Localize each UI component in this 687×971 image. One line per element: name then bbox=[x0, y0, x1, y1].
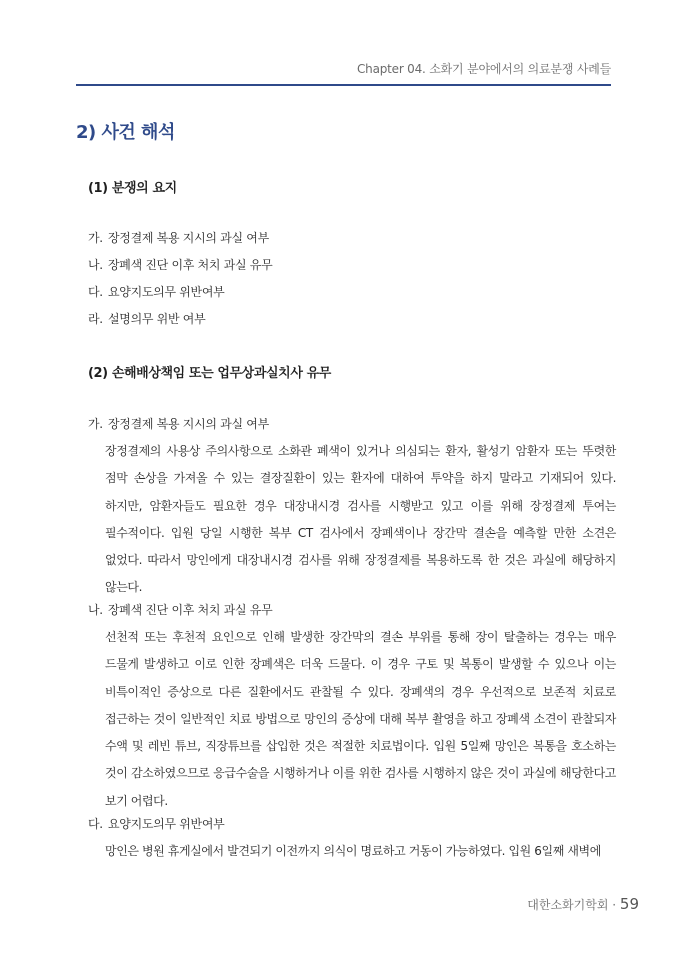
analysis-heading-text: 요양지도의무 위반여부 bbox=[108, 817, 225, 831]
list-item bbox=[88, 252, 628, 279]
list-item-text: 설명의무 위반 여부 bbox=[108, 312, 206, 326]
analysis-block-care-guidance bbox=[88, 811, 616, 865]
dispute-summary-list bbox=[88, 225, 628, 333]
analysis-paragraph: 장정결제의 사용상 주의사항으로 소화관 폐색이 있거나 의심되는 환자, 활성기 암환자 또는 뚜렷한 점막 손상을 가져올 수 있는 결장질환이 있는 환자에 대하여 투약을 하지 말라고 기재되어 있다. 하지만, 암환자들도 필요한 경우 대장내시경 검사를 시행받고 있고 이를 위해 장정결제 투여는 필수적이다. 입원 당일 시행한 복부 CT 검사에서 장폐색이나 장간막 결손을 예측할 만한 소견은 없었다. 따라서 망인에게 대장내시경 검사를 위해 장정결제를 복용하도록 한 것은 과실에 해당하지 않는다. bbox=[105, 444, 616, 595]
running-header: Chapter 04. 소화기 분야에서의 의료분쟁 사례들 bbox=[356, 62, 611, 76]
section-title: 2) 사건 해석 bbox=[76, 122, 175, 143]
subsection-title-liability: (2) 손해배상책임 또는 업무상과실치사 유무 bbox=[88, 366, 331, 381]
footer-society: 대한소화기학회 bbox=[527, 898, 609, 912]
analysis-mark: 다. bbox=[88, 817, 103, 831]
analysis-heading-text: 장폐색 진단 이후 처치 과실 유무 bbox=[108, 603, 273, 617]
list-item-mark: 가. bbox=[88, 231, 103, 245]
analysis-mark: 가. bbox=[88, 417, 103, 431]
analysis-heading bbox=[88, 811, 616, 838]
footer-separator: · bbox=[612, 898, 617, 912]
analysis-mark: 나. bbox=[88, 603, 103, 617]
list-item bbox=[88, 306, 628, 333]
list-item-text: 장폐색 진단 이후 처치 과실 유무 bbox=[108, 258, 273, 272]
analysis-paragraph: 선천적 또는 후천적 요인으로 인해 발생한 장간막의 결손 부위를 통해 장이 탈출하는 경우는 매우 드물게 발생하고 이로 인한 장폐색은 더욱 드물다. 이 경우 구토 및 복통이 발생할 수 있으나 이는 비특이적인 증상으로 다른 질환에서도 관찰될 수 있다. 장폐색의 경우 우선적으로 보존적 치료로 접근하는 것이 일반적인 치료 방법으로 망인의 증상에 대해 복부 촬영을 하고 장폐색 소견이 관찰되자 수액 및 레빈 튜브, 직장튜브를 삽입한 것은 적절한 치료법이다. 입원 5일째 망인은 복통을 호소하는 것이 감소하였으므로 응급수술을 시행하거나 이를 위한 검사를 시행하지 않은 것이 과실에 해당한다고 보기 어렵다. bbox=[105, 630, 616, 808]
analysis-heading bbox=[88, 411, 616, 438]
analysis-paragraph: 망인은 병원 휴게실에서 발견되기 이전까지 의식이 명료하고 거동이 가능하였다. 입원 6일째 새벽에 bbox=[105, 844, 601, 858]
page-footer bbox=[527, 895, 639, 913]
analysis-block-bowel-prep bbox=[88, 411, 616, 602]
list-item bbox=[88, 279, 628, 306]
subsection-title-dispute-summary: (1) 분쟁의 요지 bbox=[88, 181, 177, 196]
analysis-block-obstruction-treatment bbox=[88, 597, 616, 815]
list-item-mark: 다. bbox=[88, 285, 103, 299]
analysis-heading bbox=[88, 597, 616, 624]
list-item bbox=[88, 225, 628, 252]
page-number: 59 bbox=[619, 895, 639, 913]
list-item-mark: 나. bbox=[88, 258, 103, 272]
list-item-text: 장정결제 복용 지시의 과실 여부 bbox=[108, 231, 269, 245]
analysis-heading-text: 장정결제 복용 지시의 과실 여부 bbox=[108, 417, 269, 431]
list-item-text: 요양지도의무 위반여부 bbox=[108, 285, 225, 299]
header-rule bbox=[76, 84, 611, 86]
list-item-mark: 라. bbox=[88, 312, 103, 326]
